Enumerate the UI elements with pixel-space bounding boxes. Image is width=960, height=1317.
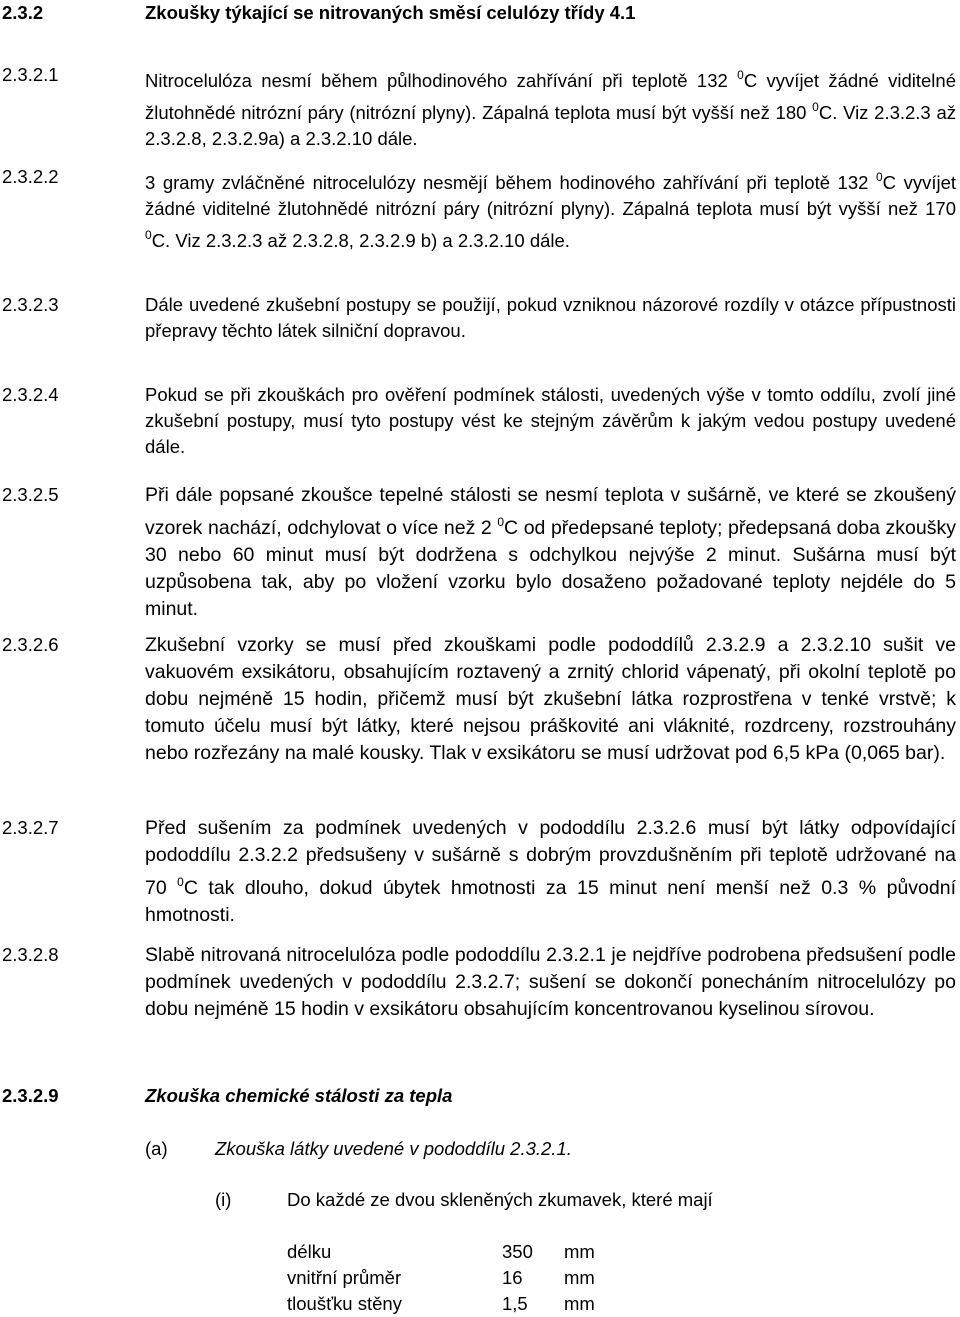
paragraph-number: 2.3.2.2 <box>2 166 59 187</box>
paragraph-number: 2.3.2.5 <box>2 484 59 505</box>
paragraph-number: 2.3.2.7 <box>2 817 59 838</box>
subitem-a-text: Zkouška látky uvedené v pododdílu 2.3.2.1. <box>215 1138 572 1159</box>
dimension-value: 350 <box>502 1241 533 1262</box>
paragraph-text: 3 gramy zvláčněné nitrocelulózy nesmějí během hodinového zahřívání při teplotě 132 $^0$C vyvíjet žádné viditelné žlutohnědé nitrózní páry (nitrózní plyny). Zápalná teplota musí být vyšší než 170 $^0$C. Viz 2.3.2.3 až 2.3.2.8, 2.3.2.9 b) a 2.3.2.10 dále. <box>145 170 956 251</box>
paragraph-number: 2.3.2.6 <box>2 634 59 655</box>
dimension-value: 1,5 <box>502 1293 528 1314</box>
subitem-a-label: (a) <box>145 1138 168 1159</box>
paragraph-text: Slabě nitrovaná nitrocelulóza podle pododdílu 2.3.2.1 je nejdříve podrobena předsušení podle podmínek uvedených v pododdílu 2.3.2.7; sušení se dokončí ponecháním nitrocelulózy po dobu nejméně 15 hodin v exsikátoru obsahujícím koncentrovanou kyselinou sírovou. <box>145 944 956 1020</box>
subsection-title: Zkouška chemické stálosti za tepla <box>145 1085 453 1106</box>
paragraph-number: 2.3.2.4 <box>2 384 59 405</box>
subitem-i-text: Do každé ze dvou skleněných zkumavek, které mají <box>287 1189 713 1210</box>
dimension-name: délku <box>287 1241 332 1262</box>
dimension-name: vnitřní průměr <box>287 1267 402 1288</box>
dimension-unit: mm <box>564 1293 595 1314</box>
paragraph-text: Při dále popsané zkoušce tepelné stálosti se nesmí teplota v sušárně, ve které se zkoušený vzorek nachází, odchylovat o více než 2 $^0$C od předepsané teploty; předepsaná doba zkoušky 30 nebo 60 minut musí být dodržena s odchylkou nejvýše 2 minut. Sušárna musí být uzpůsobena tak, aby po vložení vzorku bylo dosaženo požadované teploty nejdéle do 5 minut. <box>145 484 956 620</box>
dimension-value: 16 <box>502 1267 523 1288</box>
paragraph-text: Zkušební vzorky se musí před zkouškami podle pododdílů 2.3.2.9 a 2.3.2.10 sušit ve vakuovém exsikátoru, obsahujícím roztavený a zrnitý chlorid vápenatý, při okolní teplotě po dobu nejméně 15 hodin, přičemž musí být zkušební látka rozprostřena v tenké vrstvě; k tomuto účelu musí být látky, které nejsou práškovité ani vláknité, rozdrceny, rozstrouhány nebo rozřezány na malé kousky. Tlak v exsikátoru se musí udržovat pod 6,5 kPa (0,065 bar). <box>145 634 956 764</box>
paragraph-text: Před sušením za podmínek uvedených v pododdílu 2.3.2.6 musí být látky odpovídající pododdílu 2.3.2.2 předsušeny v sušárně s dobrým provzdušněním při teplotě udržované na 70 $^0$C tak dlouho, dokud úbytek hmotnosti za 15 minut není menší než 0.3 % původní hmotnosti. <box>145 817 957 926</box>
paragraph-number: 2.3.2.1 <box>2 64 59 85</box>
dimension-name: tloušťku stěny <box>287 1293 402 1314</box>
paragraph-number: 2.3.2.3 <box>2 294 59 315</box>
section-number: 2.3.2 <box>2 2 44 23</box>
paragraph-number: 2.3.2.9 <box>2 1085 59 1106</box>
subitem-i-label: (i) <box>215 1189 232 1210</box>
paragraph-text: Pokud se při zkouškách pro ověření podmínek stálosti, uvedených výše v tomto oddílu, zvolí jiné zkušební postupy, musí tyto postupy vést ke stejným závěrům k jakým vedou postupy uvedené dále. <box>145 384 956 457</box>
paragraph-text: Nitrocelulóza nesmí během půlhodinového zahřívání při teplotě 132 $^0$C vyvíjet žádné viditelné žlutohnědé nitrózní páry (nitrózní plyny). Zápalná teplota musí být vyšší než 180 $^0$C. Viz 2.3.2.3 až 2.3.2.8, 2.3.2.9a) a 2.3.2.10 dále. <box>145 68 956 149</box>
paragraph-text: Dále uvedené zkušební postupy se použijí, pokud vzniknou názorové rozdíly v otázce přípustnosti přepravy těchto látek silniční dopravou. <box>145 294 956 341</box>
dimension-unit: mm <box>564 1267 595 1288</box>
section-title: Zkoušky týkající se nitrovaných směsí celulózy třídy 4.1 <box>145 2 636 23</box>
paragraph-number: 2.3.2.8 <box>2 944 59 965</box>
dimension-unit: mm <box>564 1241 595 1262</box>
